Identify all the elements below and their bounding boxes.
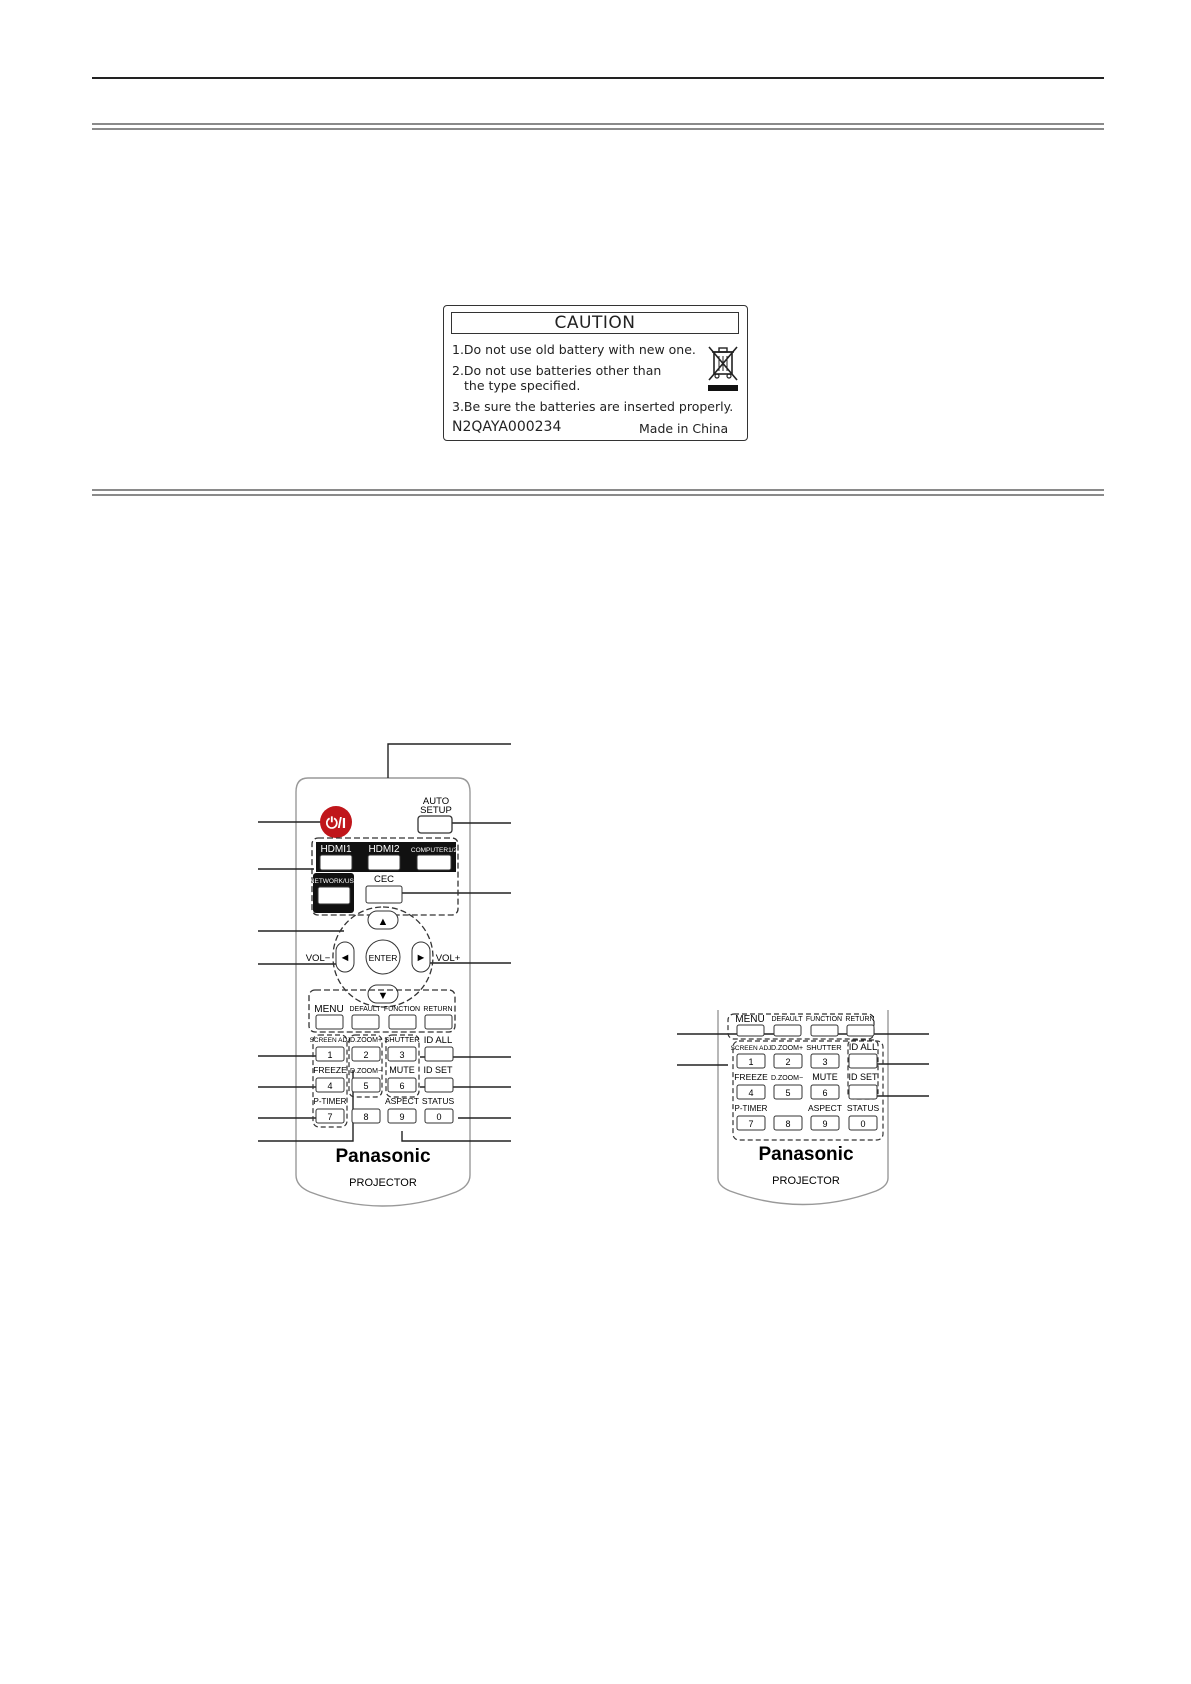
- detail-key-4-label: 4: [748, 1088, 754, 1098]
- detail-dzoom-minus-label: D.ZOOM−: [770, 1075, 804, 1082]
- key-9-label: 9: [399, 1112, 405, 1122]
- product-label: PROJECTOR: [349, 1177, 417, 1189]
- hdmi1-label: HDMI1: [320, 844, 352, 855]
- status-label: STATUS: [421, 1096, 455, 1106]
- detail-key-7-label: 7: [748, 1119, 754, 1129]
- hdmi1-button[interactable]: [320, 855, 352, 870]
- detail-remote: [677, 1010, 929, 1205]
- id-set-button[interactable]: [425, 1078, 453, 1092]
- network-usb-label: NETWORK/USB: [309, 878, 359, 885]
- auto-setup-label-1: AUTO: [422, 796, 450, 807]
- detail-key-1-label: 1: [748, 1057, 754, 1067]
- computer-label: COMPUTER1/2: [410, 847, 458, 854]
- detail-key-5-label: 5: [785, 1088, 791, 1098]
- brand-logo: Panasonic: [335, 1146, 431, 1167]
- cec-button[interactable]: [366, 886, 402, 903]
- key-3-label: 3: [399, 1050, 405, 1060]
- key-0-label: 0: [436, 1112, 442, 1122]
- key-6-label: 6: [399, 1081, 405, 1091]
- detail-mute-label: MUTE: [812, 1072, 838, 1082]
- id-set-label: ID SET: [423, 1065, 453, 1075]
- detail-p-timer-label: P-TIMER: [734, 1104, 768, 1113]
- detail-menu-button[interactable]: [737, 1025, 764, 1036]
- dzoom-plus-label: D.ZOOM+: [349, 1037, 383, 1044]
- detail-key-8-label: 8: [785, 1119, 791, 1129]
- id-all-button[interactable]: [425, 1047, 453, 1061]
- right-arrow-icon: ►: [415, 952, 427, 964]
- detail-default-button[interactable]: [774, 1025, 801, 1036]
- caution-line-2b: the type specified.: [464, 378, 581, 393]
- detail-key-6-label: 6: [822, 1088, 828, 1098]
- power-label: ⏻/I: [325, 815, 347, 832]
- detail-id-all-button[interactable]: [849, 1054, 877, 1068]
- caution-line-1: 1.Do not use old battery with new one.: [452, 342, 696, 357]
- detail-key-2-label: 2: [785, 1057, 791, 1067]
- detail-return-button[interactable]: [847, 1025, 874, 1036]
- cec-label: CEC: [373, 874, 395, 885]
- function-label: FUNCTION: [383, 1006, 421, 1013]
- detail-shutter-label: SHUTTER: [806, 1043, 842, 1052]
- detail-key-0-label: 0: [860, 1119, 866, 1129]
- detail-return-label: RETURN: [845, 1016, 875, 1023]
- detail-key-3-label: 3: [822, 1057, 828, 1067]
- return-label: RETURN: [423, 1006, 453, 1013]
- key-1-label: 1: [327, 1050, 333, 1060]
- detail-id-set-button[interactable]: [849, 1085, 877, 1099]
- left-arrow-icon: ◄: [339, 952, 351, 964]
- mute-label: MUTE: [389, 1065, 415, 1075]
- key-2-label: 2: [363, 1050, 369, 1060]
- up-arrow-icon: ▲: [377, 916, 389, 928]
- menu-label: MENU: [314, 1004, 344, 1015]
- caution-part-code: N2QAYA000234: [452, 419, 562, 435]
- function-button[interactable]: [389, 1015, 416, 1029]
- detail-menu-label: MENU: [735, 1014, 765, 1025]
- caution-title: CAUTION: [451, 312, 739, 334]
- screen-adj-label: SCREEN ADJ: [309, 1037, 351, 1044]
- detail-aspect-label: ASPECT: [807, 1103, 843, 1113]
- caution-line-2a: 2.Do not use batteries other than: [452, 363, 662, 378]
- key-5-label: 5: [363, 1081, 369, 1091]
- detail-id-all-label: ID ALL: [848, 1042, 878, 1053]
- auto-setup-button[interactable]: [418, 816, 452, 833]
- enter-label: ENTER: [368, 953, 398, 963]
- vol-plus-label: VOL+: [435, 953, 461, 964]
- network-usb-button[interactable]: [318, 887, 350, 904]
- dzoom-minus-label: D.ZOOM−: [349, 1068, 383, 1075]
- auto-setup-label-2: SETUP: [420, 805, 452, 816]
- key-7-label: 7: [327, 1112, 333, 1122]
- detail-freeze-label: FREEZE: [734, 1072, 768, 1082]
- detail-function-label: FUNCTION: [805, 1016, 843, 1023]
- detail-key-9-label: 9: [822, 1119, 828, 1129]
- detail-default-label: DEFAULT: [771, 1016, 803, 1023]
- detail-function-button[interactable]: [811, 1025, 838, 1036]
- id-all-label: ID ALL: [423, 1035, 453, 1046]
- detail-status-label: STATUS: [846, 1103, 880, 1113]
- p-timer-label: P-TIMER: [313, 1097, 347, 1106]
- detail-brand-logo: Panasonic: [758, 1144, 854, 1165]
- default-button[interactable]: [352, 1015, 379, 1029]
- detail-screen-adj-label: SCREEN ADJ: [730, 1045, 772, 1052]
- shutter-label: SHUTTER: [384, 1035, 420, 1044]
- detail-product-label: PROJECTOR: [772, 1175, 840, 1187]
- hdmi2-button[interactable]: [368, 855, 400, 870]
- computer-button[interactable]: [417, 855, 451, 870]
- menu-button[interactable]: [316, 1015, 343, 1029]
- key-8-label: 8: [363, 1112, 369, 1122]
- aspect-label: ASPECT: [384, 1096, 420, 1106]
- freeze-label: FREEZE: [313, 1065, 347, 1075]
- caution-made-in: Made in China: [639, 421, 729, 436]
- default-label: DEFAULT: [349, 1006, 381, 1013]
- vol-minus-label: VOL−: [305, 953, 331, 964]
- detail-dzoom-plus-label: D.ZOOM+: [770, 1045, 804, 1052]
- down-arrow-icon: ▼: [377, 990, 389, 1002]
- main-remote: [258, 744, 511, 1206]
- return-button[interactable]: [425, 1015, 452, 1029]
- hdmi2-label: HDMI2: [368, 844, 400, 855]
- caution-line-3: 3.Be sure the batteries are inserted properly.: [452, 399, 734, 414]
- key-4-label: 4: [327, 1081, 333, 1091]
- detail-id-set-label: ID SET: [848, 1072, 878, 1082]
